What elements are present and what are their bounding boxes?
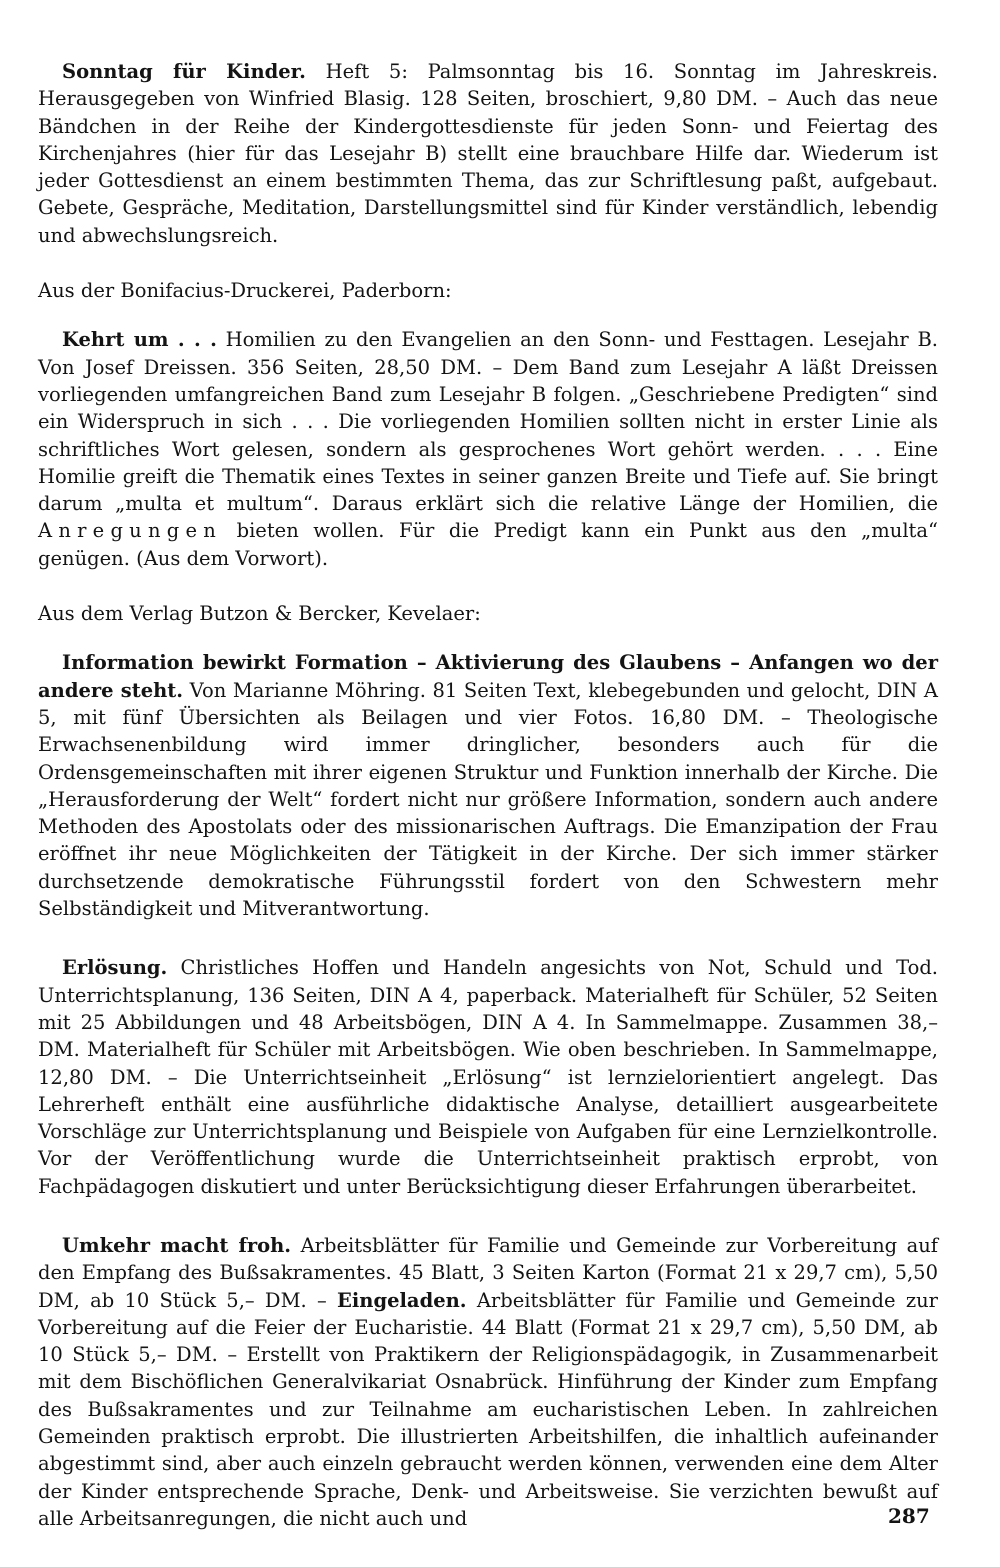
entry-text: Heft 5: Palmsonntag bis 16. Sonntag im Jahreskreis. Herausgegeben von Winfried Blasig. 128 Seiten, broschiert, 9,80 DM. – Auch das neue Bändchen in der Reihe der Kindergottesdienste für jeden Sonn- und Feiertag des Kirchenjahres (hier für das Lesejahr B) stellt eine brauchbare Hilfe dar. Wiederum ist jeder Gottesdienst an einem bestimmten Thema, das zur Schriftlesung paßt, aufgebaut. Gebete, Gespräche, Meditation, Darstellungsmittel sind für Kinder verständlich, lebendig und abwechslungsreich. (38, 60, 938, 247)
entry-sonntag-fuer-kinder (38, 58, 938, 249)
page-number: 287 (888, 1504, 930, 1528)
page-body (38, 58, 938, 1532)
entry-kehrt-um (38, 326, 938, 572)
entry-erloesung (38, 954, 938, 1200)
entry-text: Arbeitsblätter für Familie und Gemeinde zur Vorbereitung auf den Empfang des Bußsakramentes. 45 Blatt, 3 Seiten Karton (Format 21 x 29,7 cm), 5,50 DM, ab 10 Stück 5,– DM. – (38, 1233, 938, 1312)
spaced-word: Anregungen (38, 519, 223, 543)
entry-title: Sonntag für Kinder. (62, 60, 306, 83)
entry-text: Von Marianne Möhring. 81 Seiten Text, klebegebunden und gelocht, DIN A 5, mit fünf Übersichten als Beilagen und vier Fotos. 16,80 DM. – Theologische Erwachsenenbildung wird immer dringlicher, besonders auch für die Ordensgemeinschaften mit ihrer eigenen Struktur und Funktion innerhalb der Kirche. Die „Herausforderung der Welt“ fordert nicht nur größere Information, sondern auch andere Methoden des Apostolats oder des missionarischen Auftrags. Die Emanzipation der Frau eröffnet ihr neue Möglichkeiten der Tätigkeit in der Kirche. Der sich immer stärker durchsetzende demokratische Führungsstil fordert von den Schwestern mehr Selbständigkeit und Mitverantwortung. (38, 678, 938, 921)
entry-title: Umkehr macht froh. (62, 1233, 292, 1257)
entry-subtitle: Eingeladen. (337, 1288, 467, 1312)
entry-title: Erlösung. (62, 956, 168, 980)
entry-title: Information bewirkt Formation – Aktivierung des Glaubens – Anfangen wo der andere steht. (38, 651, 938, 702)
entry-text-continued: bieten wollen. Für die Predigt kann ein Punkt aus den „multa“ genügen. (Aus dem Vorwort). (38, 519, 938, 570)
entry-text: Christliches Hoffen und Handeln angesichts von Not, Schuld und Tod. Unterrichtsplanung, 136 Seiten, DIN A 4, paperback. Materialheft für Schüler, 52 Seiten mit 25 Abbildungen und 48 Arbeitsbögen, DIN A 4. In Sammelmappe. Zusammen 38,– DM. Materialheft für Schüler mit Arbeitsbögen. Wie oben beschrieben. In Sammelmappe, 12,80 DM. – Die Unterrichtseinheit „Erlösung“ ist lernzielorientiert angelegt. Das Lehrerheft enthält eine ausführliche didaktische Analyse, detailliert ausgearbeitete Vorschläge zur Unterrichtsplanung und Beispiele von Aufgaben für eine Lernzielkontrolle. Vor der Veröffentlichung wurde die Unterrichtseinheit praktisch erprobt, von Fachpädagogen diskutiert und unter Berücksichtigung dieser Erfahrungen überarbeitet. (38, 956, 938, 1198)
entry-text-continued: Arbeitsblätter für Familie und Gemeinde zur Vorbereitung auf die Feier der Eucharistie. 44 Blatt (Format 21 x 29,7 cm), 5,50 DM, ab 10 Stück 5,– DM. – Erstellt von Praktikern der Religionspädagogik, in Zusammenarbeit mit dem Bischöflichen Generalvikariat Osnabrück. Hinführung der Kinder zum Empfang des Bußsakramentes und zur Teilnahme am eucharistischen Leben. In zahlreichen Gemeinden praktisch erprobt. Die illustrierten Arbeitshilfen, die inhaltlich aufeinander abgestimmt sind, aber auch einzeln gebraucht werden können, verwenden eine dem Alter der Kinder entsprechende Sprache, Denk- und Arbeitsweise. Sie verzichten bewußt auf alle Arbeitsanregungen, die nicht auch und (38, 1288, 938, 1530)
publisher-heading-bonifacius: Aus der Bonifacius-Druckerei, Paderborn: (38, 279, 452, 303)
entry-title: Kehrt um . . . (62, 328, 217, 352)
entry-text: Homilien zu den Evangelien an den Sonn- und Festtagen. Lesejahr B. Von Josef Dreissen. 356 Seiten, 28,50 DM. – Dem Band zum Lesejahr A läßt Dreissen vorliegenden umfangreichen Band zum Lesejahr B folgen. „Geschriebene Predigten“ sind ein Widerspruch in sich . . . Die vorliegenden Homilien sollten nicht in erster Linie als schriftliches Wort gelesen, sondern als gesprochenes Wort gehört werden. . . . Eine Homilie greift die Thematik eines Textes in seiner ganzen Breite und Tiefe auf. Sie bringt darum „multa et multum“. Daraus erklärt sich die relative Länge der Homilien, die (38, 328, 938, 516)
entry-umkehr-macht-froh (38, 1232, 938, 1532)
entry-information-formation (38, 649, 938, 922)
publisher-heading-butzon: Aus dem Verlag Butzon & Bercker, Kevelaer: (38, 602, 481, 626)
